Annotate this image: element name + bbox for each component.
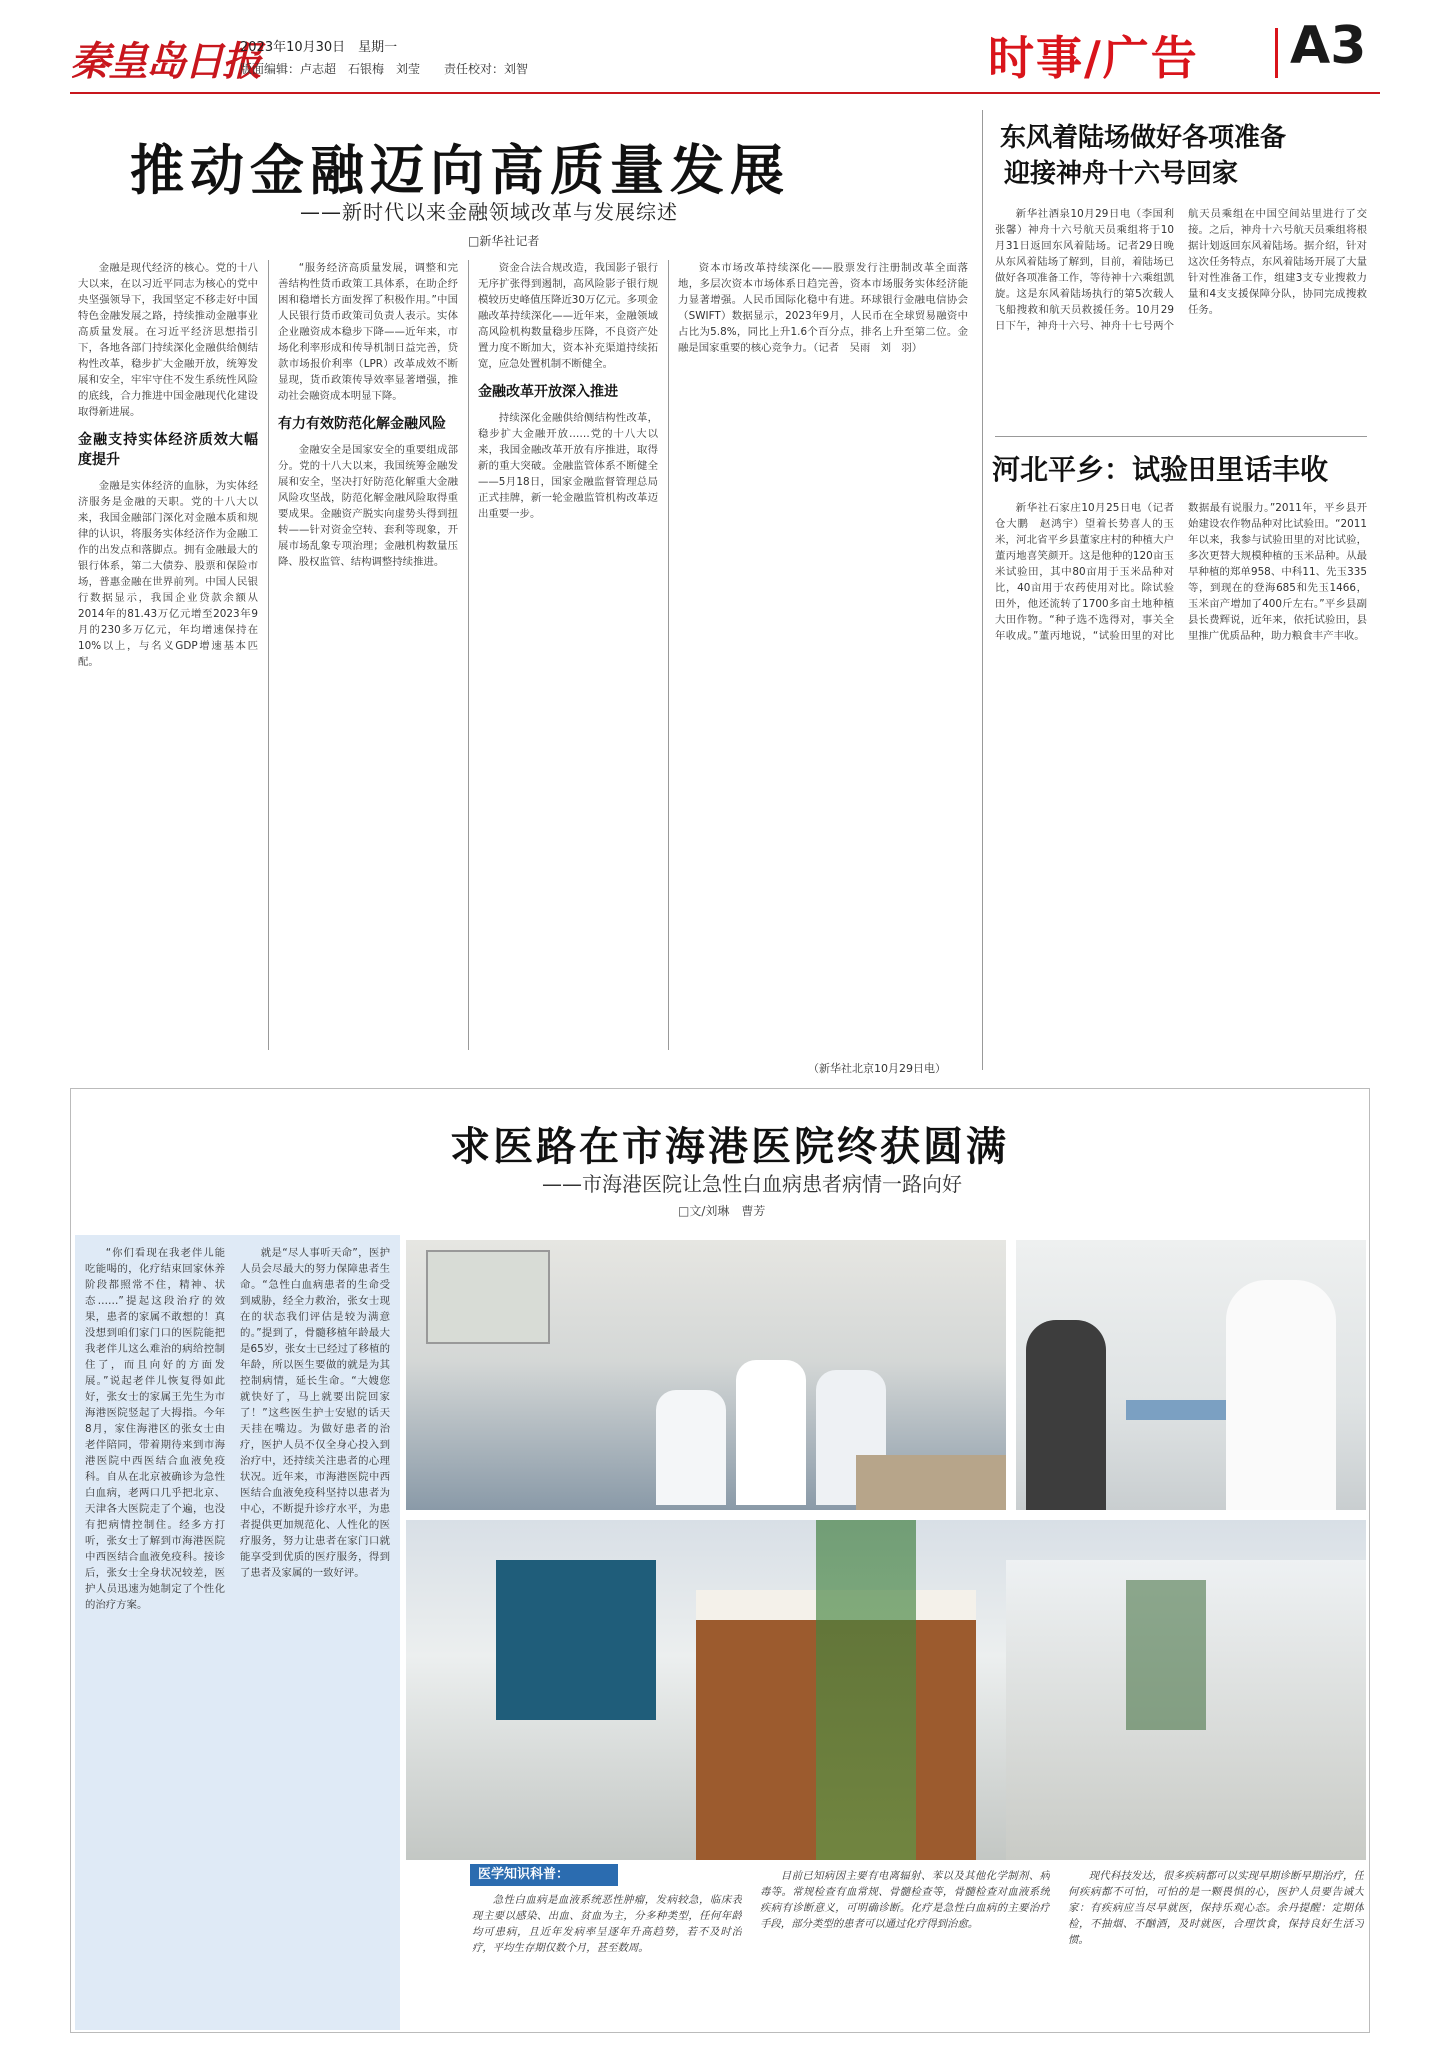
lead-paragraph: 金融是现代经济的核心。党的十八大以来，在以习近平同志为核心的党中央坚强领导下，我国坚定不移走好中国特色金融发展之路，持续推动金融事业高质量发展。在习近平经济思想指引下，各地各部门持续深化金融供给侧结构性改革，稳步扩大金融开放，统筹发展和安全，牢牢守住不发生系统性风险的底线，合力推进中国金融现代化建设取得新进展。 [78,262,258,418]
column-divider [268,260,269,1050]
pingxiang-headline: 河北平乡：试验田里话丰收 [992,453,1329,486]
lead-subheading: 有力有效防范化解金融风险 [278,416,446,432]
photo-desk-item [1126,1400,1226,1420]
pingxiang-paragraph: 新华社石家庄10月25日电（记者仓大鹏 赵鸿宇）望着长势喜人的玉米，河北省平乡县董家庄村的种植大户董丙地喜笑颜开。这是他种的120亩玉米试验田，其中80亩用于玉米品种对比，40亩用于农药使用对比。除试验田外，他还流转了1700多亩土地种植大田作物。“种子选不选得对，事关全年收成。”董丙地说，“试验田里的对比数据最有说服力。”2011年，平乡县开始建设农作物品种对比试验田。“2011年以来，我参与试验田里的对比试验，多次更替大规模种植的玉米品种。从最早种植的郑单958、中科11、先玉335等，到现在的登海685和先玉1466，玉米亩产增加了400斤左右。”平乡县副县长费辉说，近年来，依托试验田，县里推广优质品种，助力粮食丰产丰收。 [995,502,1367,642]
right-rail-divider [982,110,983,1070]
hospital-byline: □文/刘琳 曹芳 [678,1204,766,1218]
issue-date: 2023年10月30日 星期一 [240,40,398,55]
hospital-column-1 [85,1245,225,2025]
lead-paragraph: 资金合法合规改造，我国影子银行无序扩张得到遏制，高风险影子银行规模较历史峰值压降近30万亿元。多项金融改革持续深化——近年来，金融领域高风险机构数量稳步压降，不良资产处置力度不断加大，资本补充渠道持续拓宽，应急处置机制不断健全。 [478,262,658,370]
knowledge-paragraph: 现代科技发达，很多疾病都可以实现早期诊断早期治疗，任何疾病都不可怕，可怕的是一颗畏惧的心，医护人员要告诫大家：有疾病应当尽早就医，保持乐观心态。余丹提醒：定期体检，不抽烟、不酗酒，及时就医，合理饮食，保持良好生活习惯。 [1068,1870,1364,1946]
column-divider [668,260,669,1050]
photo-screen [496,1560,656,1720]
photo-figure [656,1390,726,1505]
consultation-photo [1016,1240,1366,1510]
photo-figure [1026,1320,1106,1510]
column-divider [468,260,469,1050]
lead-column-3 [478,260,658,1080]
knowledge-paragraph: 目前已知病因主要有电离辐射、苯以及其他化学制剂、病毒等。常规检查有血常规、骨髓检查等，骨髓检查对血液系统疾病有诊断意义，可明确诊断。化疗是急性白血病的主要治疗手段，部分类型的患者可以通过化疗得到治愈。 [760,1870,1050,1930]
lead-headline: 推动金融迈向高质量发展 [130,138,790,202]
lead-paragraph: 持续深化金融供给侧结构性改革，稳步扩大金融开放……党的十八大以来，我国金融改革开放有序推进，取得新的重大突破。金融监管体系不断健全——5月18日，国家金融监督管理总局正式挂牌，新一轮金融监管机构改革迈出重要一步。 [478,412,658,520]
lead-column-1 [78,260,258,1080]
photo-plants [1126,1580,1206,1730]
masthead-rule [70,92,1380,94]
photo-plants [816,1520,916,1860]
shenzhou-body [995,206,1367,432]
section-title: 时事/广告 [988,31,1199,85]
photo-bed [856,1455,1006,1510]
lead-column-2 [278,260,458,1080]
lead-column-4 [678,260,968,1060]
photo-figure [1226,1280,1336,1510]
hospital-column-2 [240,1245,390,2025]
section-divider [1275,28,1278,78]
photo-detail [426,1250,550,1344]
hospital-headline: 求医路在市海港医院终获圆满 [450,1123,1009,1170]
photo-figure [736,1360,806,1505]
knowledge-column-1 [472,1892,742,2027]
page-number: A3 [1290,16,1367,76]
lead-paragraph: “服务经济高质量发展，调整和完善结构性货币政策工具体系，在助企纾困和稳增长方面发挥了积极作用。”中国人民银行货币政策司负责人表示。实体企业融资成本稳步下降——近年来，市场化利率形成和传导机制日益完善，贷款市场报价利率（LPR）改革成效不断显现，货币政策传导效率显著增强，推动社会融资成本明显下降。 [278,262,458,402]
knowledge-column-3 [1068,1868,1364,2028]
editor-credits: 版面编辑：卢志超 石银梅 刘莹 责任校对：刘智 [240,62,529,76]
shenzhou-title-line-2: 迎接神舟十六号回家 [1004,159,1239,189]
shenzhou-title-line-1: 东风着陆场做好各项准备 [1000,123,1287,153]
lead-byline: □新华社记者 [468,234,540,248]
knowledge-paragraph: 急性白血病是血液系统恶性肿瘤，发病较急，临床表现主要以感染、出血、贫血为主，分多种类型，任何年龄均可患病，且近年发病率呈逐年升高趋势，若不及时治疗，平均生存期仅数个月，甚至数周。 [472,1894,742,1954]
lead-subheading: 金融改革开放深入推进 [478,384,618,400]
rail-rule [995,436,1367,437]
ward-hallway-photo [406,1520,1366,1860]
lead-paragraph: 金融安全是国家安全的重要组成部分。党的十八大以来，我国统筹金融发展和安全，坚决打好防范化解重大金融风险攻坚战，防范化解金融风险取得重要成果。金融资产脱实向虚势头得到扭转——针对资金空转、套利等现象，开展市场乱象专项治理；金融机构数量压降、股权监管、结构调整持续推进。 [278,444,458,568]
newspaper-logo: 秦皇岛日报 [70,38,260,85]
lead-paragraph: 资本市场改革持续深化——股票发行注册制改革全面落地，多层次资本市场体系日趋完善，资本市场服务实体经济能力显著增强。人民币国际化稳中有进。环球银行金融电信协会（SWIFT）数据显示，2023年9月，人民币在全球贸易融资中占比为5.8%，同比上升1.6个百分点，排名上升至第二位。金融是国家重要的核心竞争力。（记者 吴雨 刘 羽） [678,262,968,354]
hospital-subtitle: ——市海港医院让急性白血病患者病情一路向好 [542,1172,962,1196]
shenzhou-paragraph: 新华社酒泉10月29日电（李国利 张馨）神舟十六号航天员乘组将于10月31日返回东风着陆场。记者29日晚从东风着陆场了解到，目前，着陆场已做好各项准备工作，等待神十六乘组凯旋。这是东风着陆场执行的第5次载人飞船搜救和航天员救援任务。10月29日下午，神舟十六号、神舟十七号两个航天员乘组在中国空间站里进行了交接。之后，神舟十六号航天员乘组将根据计划返回东风着陆场。据介绍，针对这次任务特点，东风着陆场开展了大量针对性准备工作，组建3支专业搜救力量和4支支援保障分队，协同完成搜救任务。 [995,208,1367,332]
ward-round-photo [406,1240,1006,1510]
hospital-paragraph: 就是“尽人事听天命”，医护人员会尽最大的努力保障患者生命。“急性白血病患者的生命受到威胁，经全力救治，张女士现在的状态我们评估是较为满意的。”提到了，骨髓移植年龄最大是65岁，张女士已经过了移植的年龄，所以医生要做的就是为其控制病情，延长生命。“大嫂您就快好了，马上就要出院回家了！”这些医生护士安慰的话天天挂在嘴边。为做好患者的治疗，医护人员不仅全身心投入到治疗中，还持续关注患者的心理状况。近年来，市海港医院中西医结合血液免疫科坚持以患者为中心，不断提升诊疗水平，为患者提供更加规范化、人性化的医疗服务，努力让患者在家门口就能享受到优质的医疗服务，得到了患者及家属的一致好评。 [240,1247,390,1579]
lead-paragraph: 金融是实体经济的血脉，为实体经济服务是金融的天职。党的十八大以来，我国金融部门深化对金融本质和规律的认识，将服务实体经济作为金融工作的出发点和落脚点。拥有金融最大的银行体系，第二大债券、股票和保险市场，普惠金融在世界前列。中国人民银行数据显示，我国企业贷款余额从2014年的81.43万亿元增至2023年9月的230多万亿元，年均增速保持在10%以上，与名义GDP增速基本匹配。 [78,480,258,668]
hospital-paragraph: “你们看现在我老伴儿能吃能喝的，化疗结束回家休养阶段都照常不住，精神、状态……”提起这段治疗的效果，患者的家属不敢想的！真没想到咱们家门口的医院能把我老伴儿这么难治的病给控制住了，而且向好的方面发展。”说起老伴儿恢复得如此好，张女士的家属王先生为市海港医院竖起了大拇指。今年8月，家住海港区的张女士由老伴陪同，带着期待来到市海港医院中西医结合血液免疫科。自从在北京被确诊为急性白血病，老两口几乎把北京、天津各大医院走了个遍，也没有把病情控制住。经多方打听，张女士了解到市海港医院中西医结合血液免疫科。接诊后，张女士全身状况较差，医护人员迅速为她制定了个性化的治疗方案。 [85,1247,225,1611]
knowledge-column-2 [760,1868,1050,2028]
lead-subheading: 金融支持实体经济质效大幅度提升 [78,432,258,468]
pingxiang-body [995,500,1367,1070]
shenzhou-headline [1000,120,1286,192]
lead-dateline: （新华社北京10月29日电） [808,1062,946,1075]
medical-knowledge-label: 医学知识科普： [470,1864,618,1886]
lead-subtitle: ——新时代以来金融领域改革与发展综述 [300,200,678,224]
